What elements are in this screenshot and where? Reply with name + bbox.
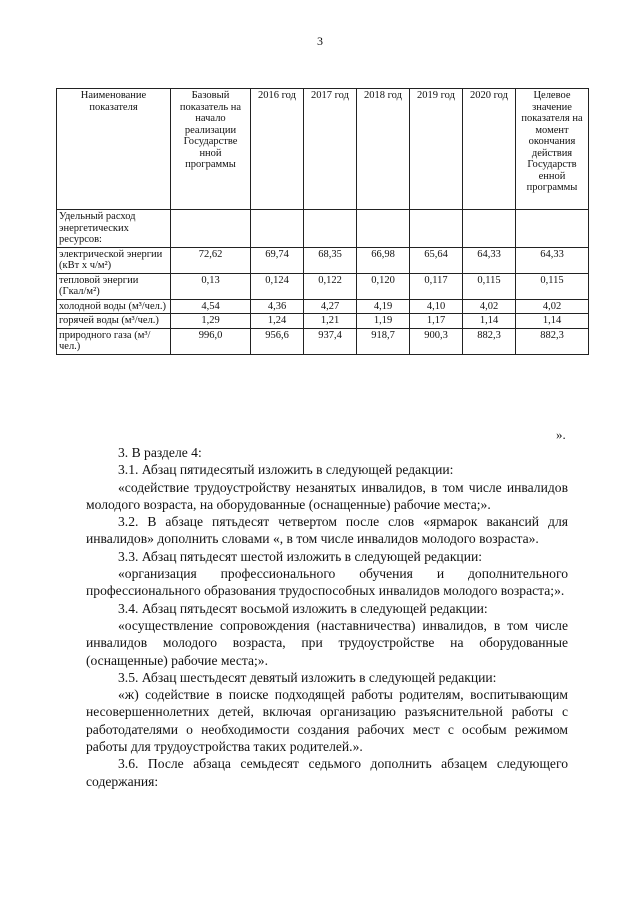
cell-value: 937,4 bbox=[304, 328, 357, 354]
row-name: электрической энергии (кВт х ч/м²) bbox=[57, 247, 171, 273]
paragraph-quote-3-1: «содействие трудоустройству незанятых инвалидов, в том числе инвалидов молодого возраста, на оборудованные (оснащенные) рабочие места;». bbox=[86, 479, 568, 512]
header-target-value: Целевое значение показателя на момент окончания действия Государств енной программы bbox=[516, 89, 589, 210]
cell-value: 882,3 bbox=[463, 328, 516, 354]
cell-value: 0,115 bbox=[516, 273, 589, 299]
cell-value: 1,29 bbox=[171, 314, 251, 329]
header-2018: 2018 год bbox=[357, 89, 410, 210]
cell-value: 0,124 bbox=[251, 273, 304, 299]
paragraph-item-3-1: 3.1. Абзац пятидесятый изложить в следующей редакции: bbox=[118, 462, 454, 478]
cell-value: 0,115 bbox=[463, 273, 516, 299]
group-label: Удельный расход энергетических ресурсов: bbox=[57, 210, 171, 248]
cell-value: 69,74 bbox=[251, 247, 304, 273]
cell-value: 1,14 bbox=[516, 314, 589, 329]
cell-value: 4,36 bbox=[251, 299, 304, 314]
page-number: 3 bbox=[317, 34, 323, 48]
cell-value: 4,19 bbox=[357, 299, 410, 314]
table-header-row bbox=[57, 89, 589, 210]
cell-value: 64,33 bbox=[463, 247, 516, 273]
cell-value: 1,21 bbox=[304, 314, 357, 329]
row-name: горячей воды (м³/чел.) bbox=[57, 314, 171, 329]
header-2017: 2017 год bbox=[304, 89, 357, 210]
cell-value: 4,54 bbox=[171, 299, 251, 314]
header-2016: 2016 год bbox=[251, 89, 304, 210]
cell-value: 956,6 bbox=[251, 328, 304, 354]
cell-value: 0,13 bbox=[171, 273, 251, 299]
cell-value: 66,98 bbox=[357, 247, 410, 273]
paragraph-item-3-2: 3.2. В абзаце пятьдесят четвертом после слов «ярмарок вакансий для инвалидов» дополнить словами «, в том числе инвалидов молодого возраста». bbox=[86, 514, 568, 547]
table-row bbox=[57, 328, 589, 354]
paragraph-item-3-6: 3.6. После абзаца семьдесят седьмого дополнить абзацем следующего содержания: bbox=[86, 756, 568, 789]
closing-quote-mark: ». bbox=[556, 427, 566, 442]
cell-value: 0,117 bbox=[410, 273, 463, 299]
paragraph-item-3-3: 3.3. Абзац пятьдесят шестой изложить в следующей редакции: bbox=[118, 548, 483, 564]
row-name: холодной воды (м³/чел.) bbox=[57, 299, 171, 314]
cell-value: 0,122 bbox=[304, 273, 357, 299]
paragraph-item-3-5: 3.5. Абзац шестьдесят девятый изложить в следующей редакции: bbox=[118, 669, 497, 685]
cell-value: 1,17 bbox=[410, 314, 463, 329]
cell-value: 64,33 bbox=[516, 247, 589, 273]
cell-value: 0,120 bbox=[357, 273, 410, 299]
cell-value: 918,7 bbox=[357, 328, 410, 354]
paragraph-section-heading: 3. В разделе 4: bbox=[118, 445, 202, 460]
paragraph-quote-3-5: «ж) содействие в поиске подходящей работы родителям, воспитывающим несовершеннолетних детей, включая организацию разъяснительной работы с работодателями о необходимости создания рабочих мест с особым режимом работы для трудоустройства таких родителей.». bbox=[86, 687, 568, 755]
row-name: природного газа (м³/чел.) bbox=[57, 328, 171, 354]
cell-value: 1,24 bbox=[251, 314, 304, 329]
header-indicator-name: Наименование показателя bbox=[57, 89, 171, 210]
cell-value: 4,10 bbox=[410, 299, 463, 314]
table-row bbox=[57, 314, 589, 329]
cell-value: 900,3 bbox=[410, 328, 463, 354]
indicators-table bbox=[56, 88, 589, 355]
table-row bbox=[57, 247, 589, 273]
header-2019: 2019 год bbox=[410, 89, 463, 210]
document-body bbox=[86, 444, 568, 790]
cell-value: 4,02 bbox=[463, 299, 516, 314]
header-2020: 2020 год bbox=[463, 89, 516, 210]
cell-value: 1,19 bbox=[357, 314, 410, 329]
cell-value: 4,02 bbox=[516, 299, 589, 314]
cell-value: 1,14 bbox=[463, 314, 516, 329]
cell-value: 4,27 bbox=[304, 299, 357, 314]
cell-value: 996,0 bbox=[171, 328, 251, 354]
cell-value: 882,3 bbox=[516, 328, 589, 354]
table-group-row bbox=[57, 210, 589, 248]
cell-value: 65,64 bbox=[410, 247, 463, 273]
cell-value: 68,35 bbox=[304, 247, 357, 273]
paragraph-quote-3-4: «осуществление сопровождения (наставничества) инвалидов, в том числе инвалидов молодого возраста, при трудоустройстве на оборудованные (оснащенные) рабочие места;». bbox=[86, 617, 568, 668]
cell-value: 72,62 bbox=[171, 247, 251, 273]
table-row bbox=[57, 299, 589, 314]
paragraph-quote-3-3: «организация профессионального обучения и дополнительного профессионального образования трудоспособных инвалидов молодого возраста;». bbox=[86, 566, 568, 599]
row-name: тепловой энергии (Гкал/м²) bbox=[57, 273, 171, 299]
table-row bbox=[57, 273, 589, 299]
paragraph-item-3-4: 3.4. Абзац пятьдесят восьмой изложить в следующей редакции: bbox=[118, 600, 488, 616]
header-base-value: Базовый показатель на начало реализации Государстве нной программы bbox=[171, 89, 251, 210]
